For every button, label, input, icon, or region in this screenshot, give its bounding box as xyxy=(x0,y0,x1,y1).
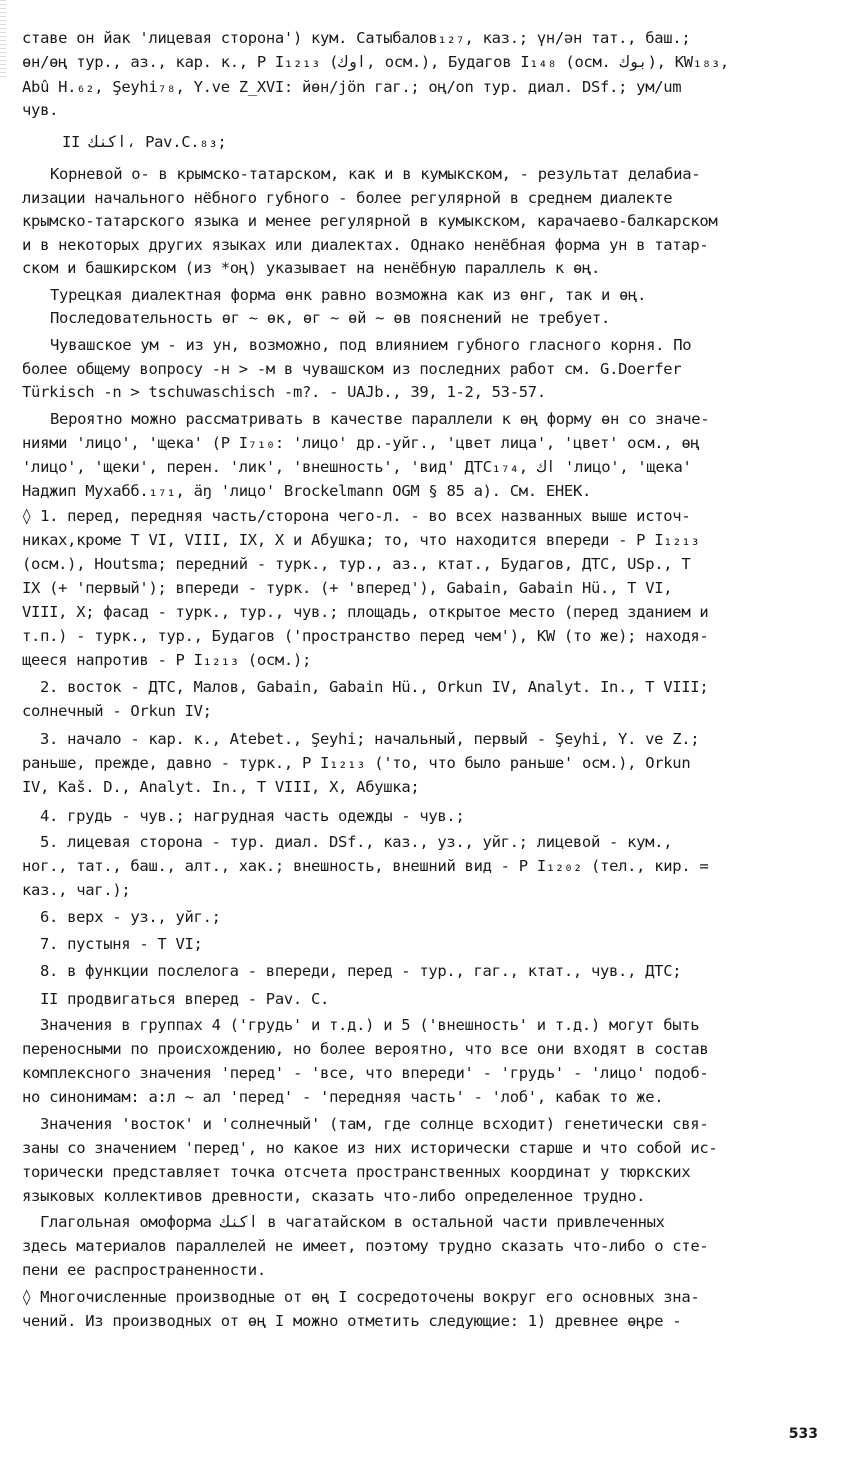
text-line: и в некоторых других языках или диалектах. Однако ненёбная форма ун в татар- xyxy=(22,236,709,254)
text-line: никах,кроме Т VI, VIII, IX, X и Абушка; то, что находится впереди - Р I₁₂₁₃ xyxy=(22,531,700,549)
page-number: 533 xyxy=(788,1426,818,1442)
text-line: Наджип Мухабб.₁₇₁, äŋ 'лицо' Brockelmann OGM § 85 a). См. ЕНЕК. xyxy=(22,482,592,500)
text-line: пени ее распространенности. xyxy=(22,1261,266,1279)
text-line: Корневой о- в крымско-татарском, как и в кумыкском, - результат делабиа- xyxy=(50,165,701,183)
text-line: каз., чаг.); xyxy=(22,881,131,899)
text-line: (осм.), Houtsma; передний - турк., тур., аз., ктат., Будагов, ДТС, USp., Т xyxy=(22,555,691,573)
text-line: 6. верх - уз., уйг.; xyxy=(40,908,221,926)
text-line: но синонимам: а:л ~ ал 'перед' - 'передняя часть' - 'лоб', кабак то же. xyxy=(22,1088,664,1106)
text-line: лизации начального нёбного губного - более регулярной в среднем диалекте xyxy=(22,189,673,207)
text-line: языковых коллективов древности, сказать что-либо определенное трудно. xyxy=(22,1187,646,1205)
text-line: VIII, X; фасад - турк., тур., чув.; площадь, открытое место (перед зданием и xyxy=(22,603,709,621)
text-line: IV, Kaš. D., Analyt. In., T VIII, X, Абушка; xyxy=(22,778,420,796)
scan-margin-noise xyxy=(0,0,6,80)
text-line: 'лицо', 'щеки', перен. 'лик', 'внешность', 'вид' ДТС₁₇₄, اك 'лицо', 'щека' xyxy=(22,458,692,476)
text-line: здесь материалов параллелей не имеет, поэтому трудно сказать что-либо о сте- xyxy=(22,1237,709,1255)
text-line: крымско-татарского языка и менее регулярной в кумыкском, карачаево-балкарском xyxy=(22,212,718,230)
text-line: комплексного значения 'перед' - 'все, что впереди' - 'грудь' - 'лицо' подоб- xyxy=(22,1064,709,1082)
text-line: 4. грудь - чув.; нагрудная часть одежды - чув.; xyxy=(40,807,465,825)
text-line: 2. восток - ДТС, Малов, Gabain, Gabain Hü., Orkun IV, Analyt. In., T VIII; xyxy=(40,678,709,696)
text-line: ног., тат., баш., алт., хак.; внешность, внешний вид - Р I₁₂₀₂ (тел., кир. = xyxy=(22,857,709,875)
text-line: өн/өң тур., аз., кар. к., Р I₁₂₁₃ (اوك, осм.), Будагов I₁₄₈ (осм. بوك), KW₁₈₃, xyxy=(22,53,729,71)
text-line: заны со значением 'перед', но какое из них исторически старше и что собой ис- xyxy=(22,1139,718,1157)
text-line: чув. xyxy=(22,101,59,119)
text-line: т.п.) - турк., тур., Будагов ('пространство перед чем'), KW (то же); находя- xyxy=(22,627,709,645)
text-line: переносными по происхождению, но более вероятно, что все они входят в состав xyxy=(22,1040,709,1058)
text-line: II продвигаться вперед - Pav. C. xyxy=(40,990,330,1008)
text-line: 3. начало - кар. к., Atebet., Şeyhi; начальный, первый - Şeyhi, Y. ve Z.; xyxy=(40,730,700,748)
text-line: Вероятно можно рассматривать в качестве параллели к өң форму өн со значе- xyxy=(50,410,710,428)
text-line: Значения 'восток' и 'солнечный' (там, где солнце всходит) генетически свя- xyxy=(40,1115,709,1133)
text-line: ставе он йак 'лицевая сторона') кум. Сатыбалов₁₂₇, каз.; үн/ән тат., баш.; xyxy=(22,29,691,47)
text-line: Глагольная омоформа اكنك в чагатайском в остальной части привлеченных xyxy=(40,1213,665,1231)
text-line: 8. в функции послелога - впереди, перед - тур., гаг., ктат., чув., ДТС; xyxy=(40,962,682,980)
text-line: II اكنك، Pav.C.₈₃; xyxy=(62,133,227,151)
text-line: ском и башкирском (из *оң) указывает на ненёбную параллель к өң. xyxy=(22,259,601,277)
text-line: Türkisch -n > tschuwaschisch -m?. - UAJb., 39, 1-2, 53-57. xyxy=(22,383,546,401)
text-line: щееся напротив - Р I₁₂₁₃ (осм.); xyxy=(22,651,312,669)
text-line: Чувашское ум - из ун, возможно, под влиянием губного гласного корня. По xyxy=(50,336,692,354)
text-line: ниями 'лицо', 'щека' (Р I₇₁₀: 'лицо' др.-уйг., 'цвет лица', 'цвет' осм., өң xyxy=(22,434,700,452)
text-line: более общему вопросу -н > -м в чувашском из последних работ см. G.Doerfer xyxy=(22,360,682,378)
text-line: чений. Из производных от өң I можно отметить следующие: 1) древнее өңре - xyxy=(22,1312,682,1330)
text-line: ◊ 1. перед, передняя часть/сторона чего-л. - во всех названных выше источ- xyxy=(22,507,691,525)
text-line: Abû H.₆₂, Şeyhi₇₈, Y.ve Z_XVI: йөн/jön гаг.; оң/on тур. диал. DSf.; ум/um xyxy=(22,78,682,96)
text-line: 5. лицевая сторона - тур. диал. DSf., каз., уз., уйг.; лицевой - кум., xyxy=(40,833,673,851)
text-line: солнечный - Orkun IV; xyxy=(22,702,212,720)
text-line: Последовательность өг ~ өк, өг ~ өй ~ өв пояснений не требует. xyxy=(50,309,610,327)
text-line: торически представляет точка отсчета пространственных координат у тюркских xyxy=(22,1163,691,1181)
text-line: Турецкая диалектная форма өнк равно возможна как из өнг, так и өң. xyxy=(50,286,647,304)
text-line: ◊ Многочисленные производные от өң I сосредоточены вокруг его основных зна- xyxy=(22,1288,700,1306)
text-line: IX (+ 'первый'); впереди - турк. (+ 'вперед'), Gabain, Gabain Hü., Т VI, xyxy=(22,579,673,597)
text-line: раньше, прежде, давно - турк., Р I₁₂₁₃ ('то, что было раньше' осм.), Orkun xyxy=(22,754,691,772)
text-line: 7. пустыня - Т VI; xyxy=(40,935,203,953)
text-line: Значения в группах 4 ('грудь' и т.д.) и 5 ('внешность' и т.д.) могут быть xyxy=(40,1016,700,1034)
